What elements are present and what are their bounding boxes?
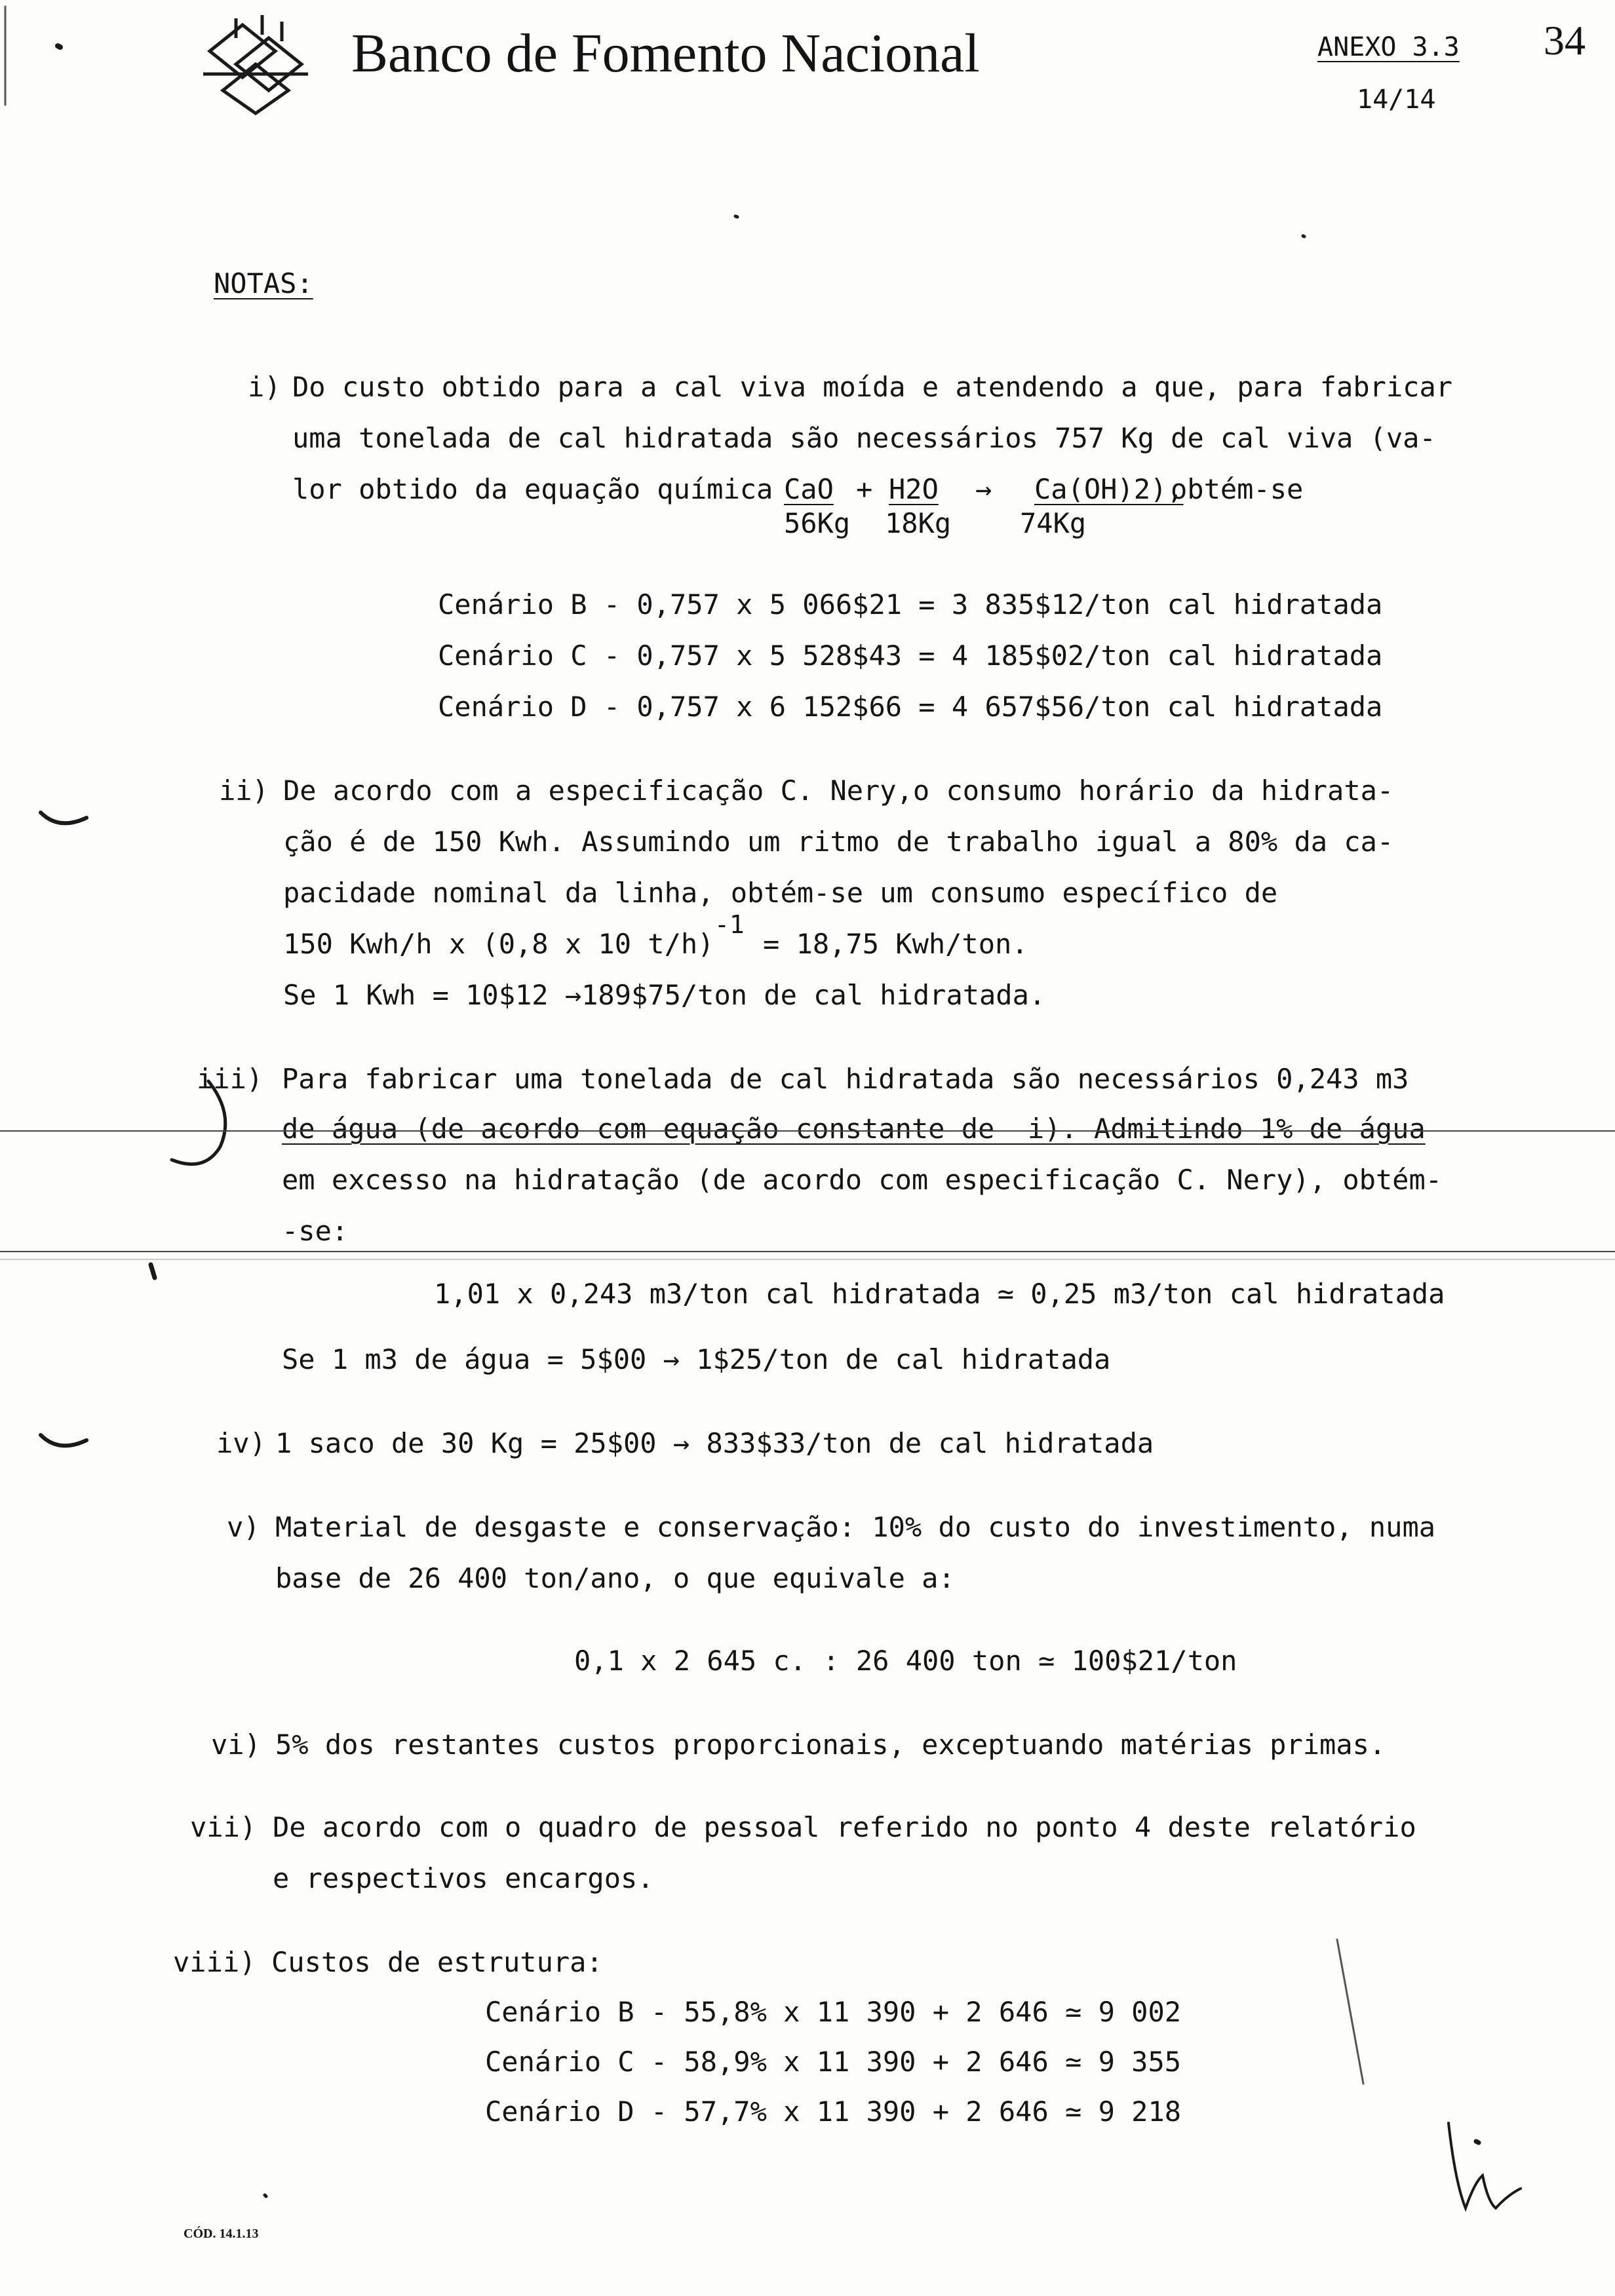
note-iii-calculation: 1,01 x 0,243 m3/ton cal hidratada ≃ 0,25 m3/ton cal hidratada <box>434 1278 1445 1310</box>
note-vii-line-1: De acordo com o quadro de pessoal referido no ponto 4 deste relatório <box>273 1811 1416 1843</box>
note-i-line-1: Do custo obtido para a cal viva moída e atendendo a que, para fabricar <box>292 371 1453 403</box>
weight-h2o: 18Kg <box>885 507 952 539</box>
note-i-scenario-c: Cenário C - 0,757 x 5 528$43 = 4 185$02/ton cal hidratada <box>438 640 1383 672</box>
note-v-number: v) <box>227 1511 260 1543</box>
note-ii-line-1: De acordo com a especificação C. Nery,o consumo horário da hidrata- <box>283 775 1394 807</box>
formula-caoh2: Ca(OH)2), <box>1034 473 1184 505</box>
note-iv-number: iv) <box>216 1427 266 1459</box>
note-i-scenario-d: Cenário D - 0,757 x 6 152$66 = 4 657$56/ton cal hidratada <box>438 691 1383 723</box>
note-i-scenario-b: Cenário B - 0,757 x 5 066$21 = 3 835$12/ton cal hidratada <box>438 588 1383 621</box>
note-i-line-2: uma tonelada de cal hidratada são necessários 757 Kg de cal viva (va- <box>292 422 1436 454</box>
note-ii-exponent: -1 <box>714 910 745 939</box>
note-i-line-3: lor obtido da equação química <box>292 473 773 505</box>
note-ii-line-5: Se 1 Kwh = 10$12 →189$75/ton de cal hidratada. <box>283 979 1046 1011</box>
note-iii-line-1: Para fabricar uma tonelada de cal hidratada são necessários 0,243 m3 <box>282 1063 1409 1095</box>
note-v-calculation: 0,1 x 2 645 c. : 26 400 ton ≃ 100$21/ton <box>574 1645 1237 1677</box>
note-vii-line-2: e respectivos encargos. <box>273 1862 654 1894</box>
note-iii-line-3: em excesso na hidratação (de acordo com especificação C. Nery), obtém- <box>282 1164 1443 1196</box>
page-number: 34 <box>1544 17 1586 64</box>
note-vi-line-1: 5% dos restantes custos proporcionais, exceptuando matérias primas. <box>275 1729 1386 1761</box>
annex-label: ANEXO 3.3 <box>1317 32 1460 62</box>
formula-h2o: H2O <box>889 473 939 505</box>
bank-name: Banco de Fomento Nacional <box>351 23 980 84</box>
formula-obtem: obtém-se <box>1171 473 1304 505</box>
footer-code: CÓD. 14.1.13 <box>184 2227 259 2241</box>
note-iii-line-4: -se: <box>282 1215 349 1247</box>
weight-caoh2: 74Kg <box>1020 507 1087 539</box>
page-of-label: 14/14 <box>1357 85 1436 115</box>
note-vi-number: vi) <box>211 1729 261 1761</box>
weight-cao: 56Kg <box>784 507 851 539</box>
formula-cao: CaO <box>784 473 834 505</box>
note-ii-line-4-result: = 18,75 Kwh/ton. <box>763 928 1028 960</box>
formula-plus: + <box>856 473 873 505</box>
note-v-line-1: Material de desgaste e conservação: 10% do custo do investimento, numa <box>275 1511 1436 1543</box>
note-ii-line-3: pacidade nominal da linha, obtém-se um consumo específico de <box>283 877 1278 909</box>
note-vii-number: vii) <box>190 1811 257 1843</box>
note-iv-line-1: 1 saco de 30 Kg = 25$00 → 833$33/ton de cal hidratada <box>275 1427 1154 1459</box>
note-viii-scenario-d: Cenário D - 57,7% x 11 390 + 2 646 ≃ 9 218 <box>485 2095 1182 2128</box>
note-i-number: i) <box>248 371 281 403</box>
note-viii-scenario-b: Cenário B - 55,8% x 11 390 + 2 646 ≃ 9 002 <box>485 1996 1182 2028</box>
note-iii-line-2: de água (de acordo com equação constante de i). Admitindo 1% de água <box>282 1113 1426 1145</box>
note-iii-line-6: Se 1 m3 de água = 5$00 → 1$25/ton de cal hidratada <box>282 1343 1111 1375</box>
note-viii-scenario-c: Cenário C - 58,9% x 11 390 + 2 646 ≃ 9 355 <box>485 2046 1182 2078</box>
note-ii-line-2: ção é de 150 Kwh. Assumindo um ritmo de trabalho igual a 80% da ca- <box>283 826 1394 858</box>
note-v-line-2: base de 26 400 ton/ano, o que equivale a: <box>275 1562 955 1594</box>
note-viii-number: viii) <box>173 1946 256 1978</box>
note-ii-number: ii) <box>219 775 269 807</box>
notes-title: NOTAS: <box>214 267 313 299</box>
note-viii-line-1: Custos de estrutura: <box>271 1946 603 1978</box>
note-iii-number: iii) <box>197 1063 263 1095</box>
formula-arrow: → <box>975 473 992 505</box>
note-ii-line-4: 150 Kwh/h x (0,8 x 10 t/h) <box>283 928 714 960</box>
